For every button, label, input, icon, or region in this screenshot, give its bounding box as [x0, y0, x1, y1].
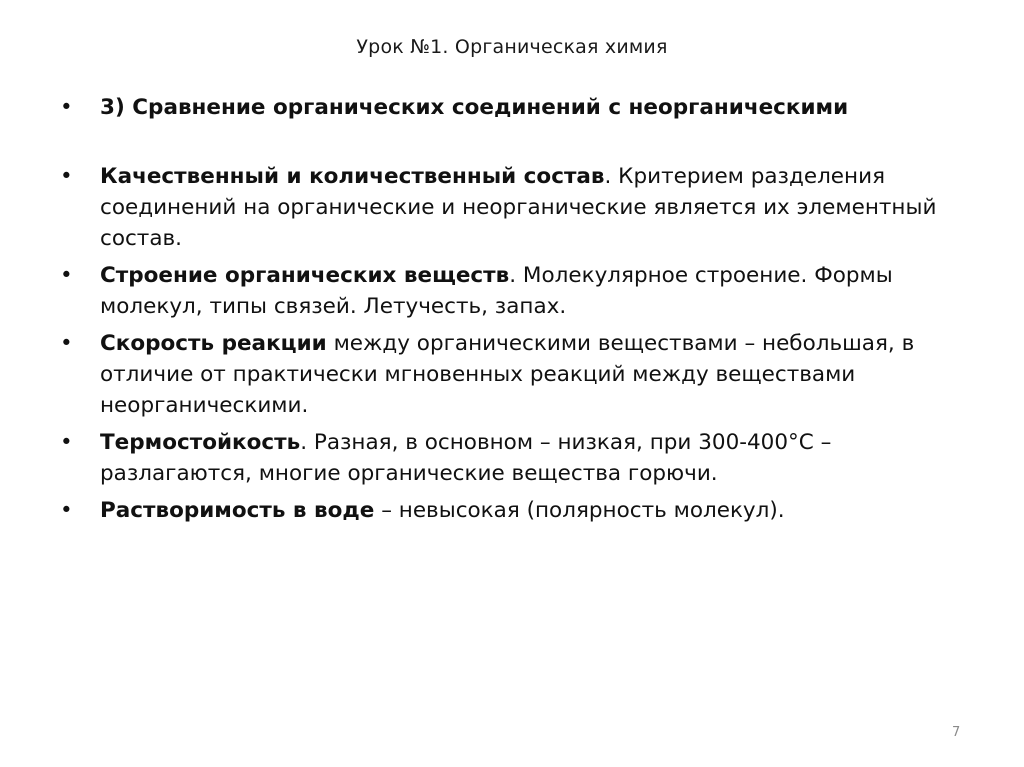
- list-item-heading: [60, 92, 980, 123]
- item-text: . Разная, в основном – низкая, при 300-400°С – разлагаются, многие органические вещества горючи.: [100, 430, 832, 486]
- list-item-composition: [60, 161, 980, 254]
- bullet-list: [60, 92, 980, 526]
- bullet-icon: •: [60, 263, 73, 288]
- slide-title: Урок №1. Органическая химия: [356, 36, 668, 58]
- item-text: . Критерием разделения соединений на органические и неорганические является их элементный состав.: [100, 164, 937, 251]
- item-bold-text: Скорость реакции: [100, 331, 327, 356]
- bullet-icon: •: [60, 331, 73, 356]
- item-bold-text: Качественный и количественный состав: [100, 164, 605, 189]
- item-bold-text: 3) Сравнение органических соединений с неорганическими: [100, 95, 849, 120]
- item-bold-text: Строение органических веществ: [100, 263, 510, 288]
- page-number: 7: [952, 725, 961, 740]
- item-text: между органическими веществами – небольшая, в отличие от практически мгновенных реакций между веществами неорганическими.: [100, 331, 915, 418]
- bullet-icon: •: [60, 164, 73, 189]
- list-item-thermal-stability: [60, 427, 980, 489]
- item-bold-text: Термостойкость: [100, 430, 301, 455]
- list-item-reaction-rate: [60, 328, 980, 421]
- item-bold-text: Растворимость в воде: [100, 498, 375, 523]
- list-item-structure: [60, 260, 980, 322]
- item-text: . Молекулярное строение. Формы молекул, типы связей. Летучесть, запах.: [100, 263, 893, 319]
- bullet-icon: •: [60, 430, 73, 455]
- item-text: – невысокая (полярность молекул).: [374, 498, 785, 523]
- bullet-icon: •: [60, 95, 73, 120]
- bullet-icon: •: [60, 498, 73, 523]
- list-item-solubility: [60, 495, 980, 526]
